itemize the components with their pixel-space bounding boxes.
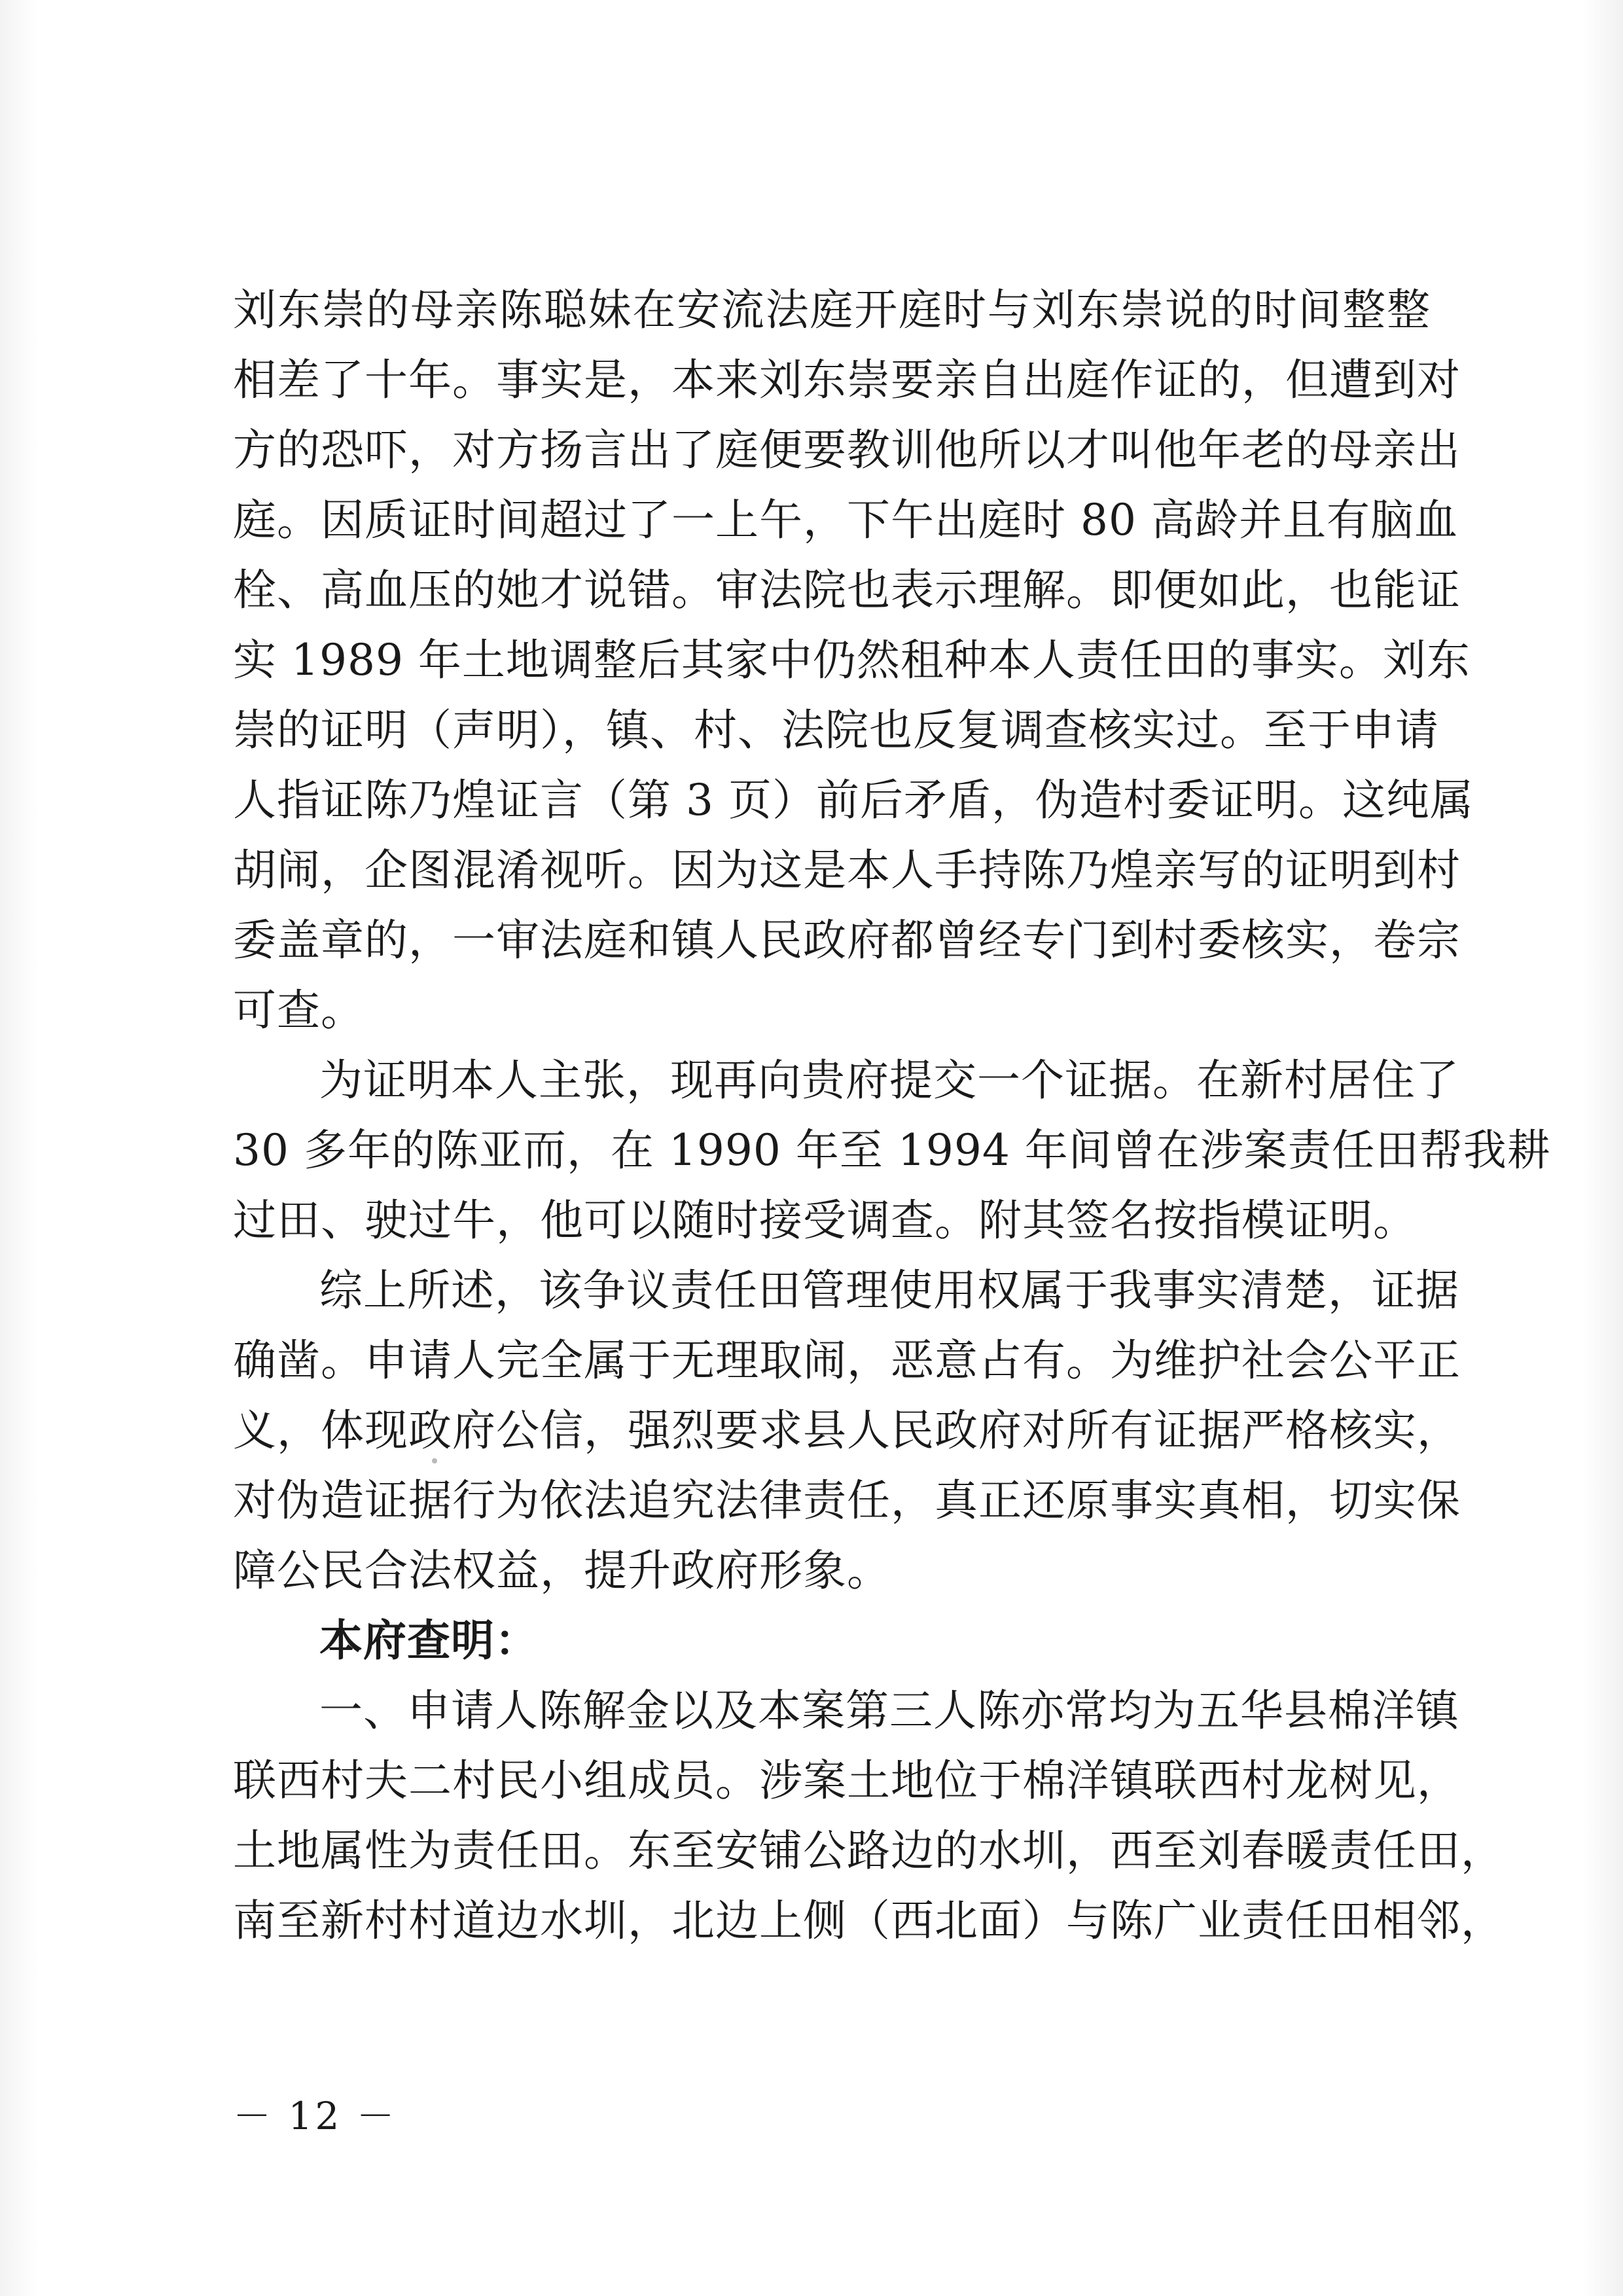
section-heading: 本府查明： xyxy=(319,1615,539,1666)
body-line: 义，体现政府公信，强烈要求县人民政府对所有证据严格核实， xyxy=(233,1405,1461,1456)
body-line: 实 1989 年土地调整后其家中仍然租种本人责任田的事实。刘东 xyxy=(233,635,1471,685)
document-body xyxy=(233,275,1551,1956)
body-line: 联西村夫二村民小组成员。涉案土地位于棉洋镇联西村龙树见， xyxy=(233,1755,1461,1806)
paragraph-first-line: 为证明本人主张，现再向贵府提交一个证据。在新村居住了 xyxy=(319,1055,1459,1105)
body-line: 胡闹，企图混淆视听。因为这是本人手持陈乃煌亲写的证明到村 xyxy=(233,845,1461,895)
body-line: 栓、高血压的她才说错。审法院也表示理解。即便如此，也能证 xyxy=(233,565,1461,615)
body-line: 人指证陈乃煌证言（第 3 页）前后矛盾，伪造村委证明。这纯属 xyxy=(233,775,1474,825)
body-line: 庭。因质证时间超过了一上午，下午出庭时 80 高龄并且有脑血 xyxy=(233,495,1458,545)
body-line: 委盖章的，一审法庭和镇人民政府都曾经专门到村委核实，卷宗 xyxy=(233,915,1461,965)
body-line: 对伪造证据行为依法追究法律责任，真正还原事实真相，切实保 xyxy=(233,1475,1461,1526)
body-line: 刘东崇的母亲陈聪妹在安流法庭开庭时与刘东崇说的时间整整 xyxy=(233,285,1431,335)
body-line: 确凿。申请人完全属于无理取闹，恶意占有。为维护社会公平正 xyxy=(233,1335,1461,1386)
body-line: 障公民合法权益，提升政府形象。 xyxy=(233,1545,891,1596)
paragraph-first-line: 一、申请人陈解金以及本案第三人陈亦常均为五华县棉洋镇 xyxy=(319,1685,1459,1736)
body-line: 相差了十年。事实是，本来刘东崇要亲自出庭作证的，但遭到对 xyxy=(233,355,1461,405)
body-line: 土地属性为责任田。东至安铺公路边的水圳，西至刘春暖责任田， xyxy=(233,1825,1505,1876)
page-number: － 12 － xyxy=(233,2094,397,2138)
body-line: 可查。 xyxy=(233,985,365,1035)
scan-speck xyxy=(432,1458,437,1463)
paragraph-first-line: 综上所述，该争议责任田管理使用权属于我事实清楚，证据 xyxy=(319,1265,1459,1316)
body-line: 崇的证明（声明），镇、村、法院也反复调查核实过。至于申请 xyxy=(233,705,1439,755)
body-line: 方的恐吓，对方扬言出了庭便要教训他所以才叫他年老的母亲出 xyxy=(233,425,1461,475)
body-line: 30 多年的陈亚而，在 1990 年至 1994 年间曾在涉案责任田帮我耕 xyxy=(233,1125,1551,1175)
body-line: 南至新村村道边水圳，北边上侧（西北面）与陈广业责任田相邻， xyxy=(233,1895,1505,1946)
body-line: 过田、驶过牛，他可以随时接受调查。附其签名按指模证明。 xyxy=(233,1195,1417,1246)
